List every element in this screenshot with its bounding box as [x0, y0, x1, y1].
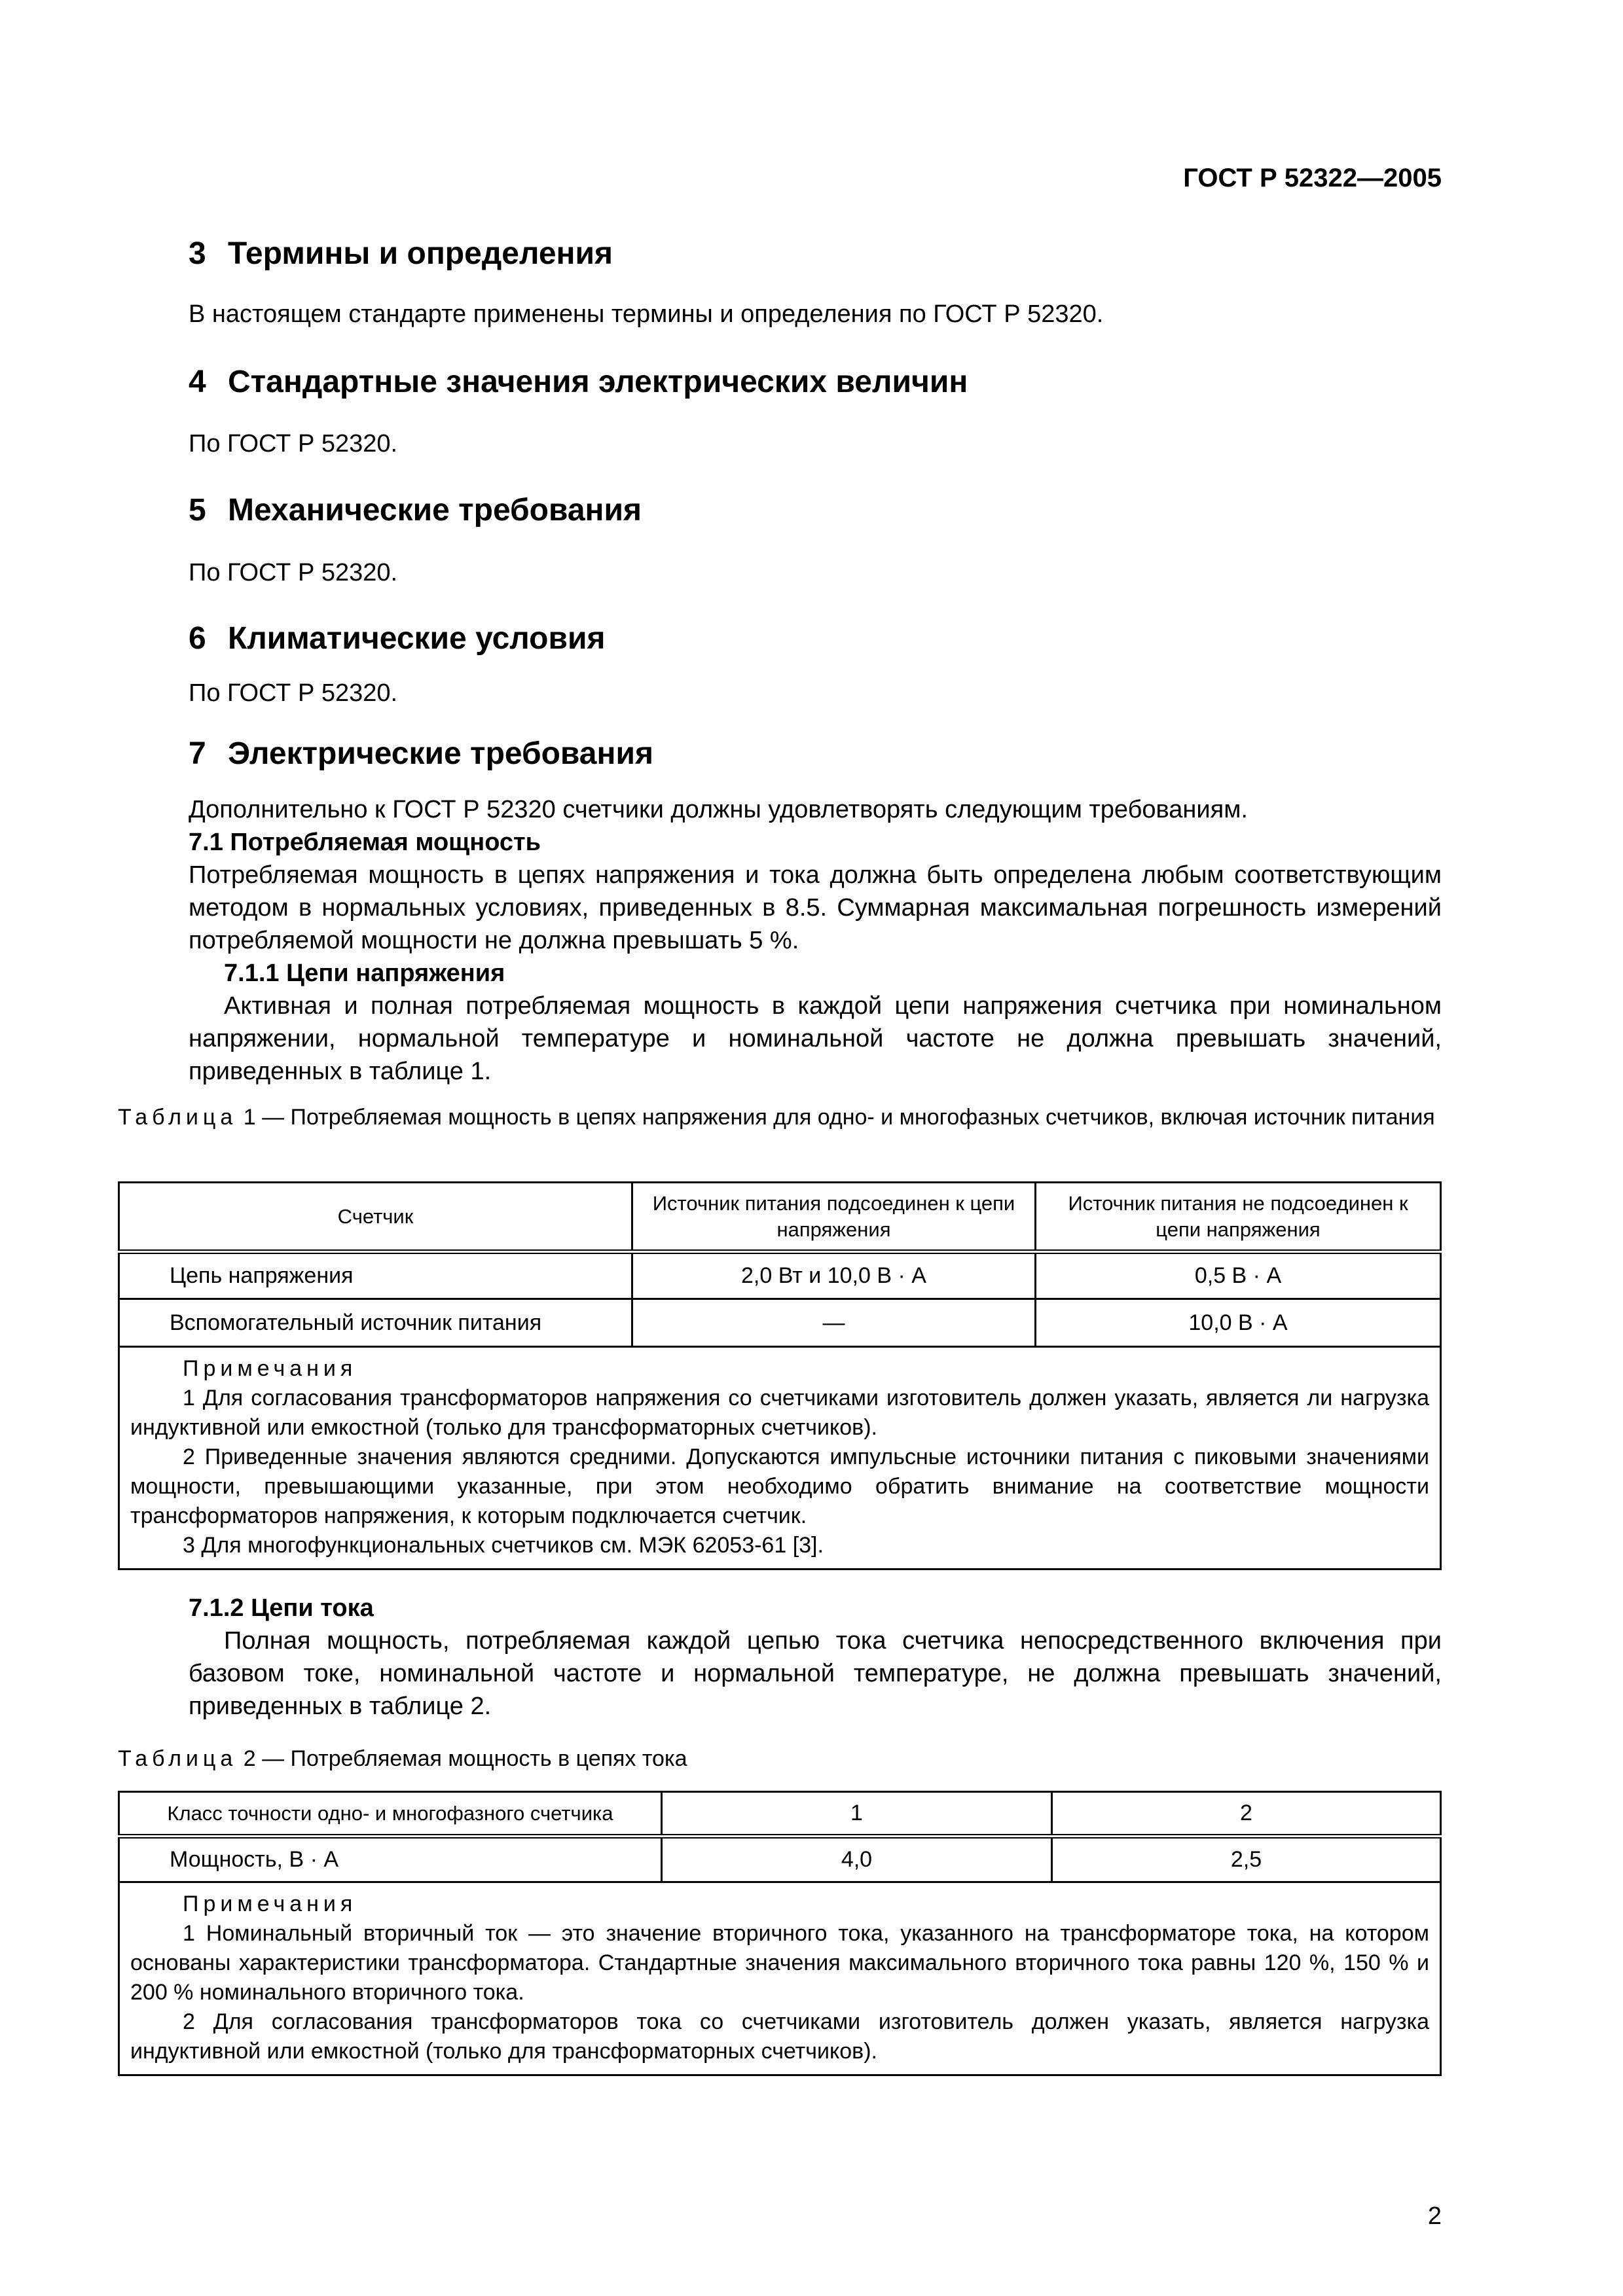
cell: —	[632, 1299, 1035, 1347]
subsection-7-1-1-body: Активная и полная потребляемая мощность в каждой цепи напряжения счетчика при номинальном напряжении, нормальной температуре и номинальной частоте не должна превышать значений, приведенных в таблице 1.	[189, 992, 1442, 1085]
section-title: Электрические требования	[228, 736, 653, 771]
table-header-row	[119, 1183, 1441, 1252]
section-3-body: В настоящем стандарте применены термины и определения по ГОСТ Р 52320.	[189, 300, 1104, 328]
section-number: 3	[189, 236, 206, 271]
section-4-body: По ГОСТ Р 52320.	[189, 430, 398, 457]
section-title: Стандартные значения электрических величин	[228, 365, 968, 399]
caption-label: Таблица	[118, 1105, 238, 1130]
section-title: Климатические условия	[228, 621, 606, 656]
header-cell: Класс точности одно- и многофазного счетчика	[119, 1792, 662, 1837]
subsection-7-1-heading	[189, 826, 1442, 859]
section-6-body: По ГОСТ Р 52320.	[189, 679, 398, 707]
table-row	[119, 1299, 1441, 1347]
section-5-body: По ГОСТ Р 52320.	[189, 559, 398, 586]
cell: 0,5 В · А	[1035, 1252, 1440, 1299]
table-notes	[119, 1347, 1441, 1570]
notes-title: Примечания	[183, 1892, 357, 1916]
note: 3 Для многофункциональных счетчиков см. МЭК 62053-61 [3].	[183, 1533, 824, 1558]
cell: 2,5	[1051, 1837, 1440, 1882]
header-cell: 1	[661, 1792, 1051, 1837]
subsection-7-1-body: Потребляемая мощность в цепях напряжения и тока должна быть определена любым соответствующим методом в нормальных условиях, приведенных в 8.5. Суммарная максимальная погрешность измерений потребляемой мощности не должна превышать 5 %.	[189, 861, 1442, 954]
section-title: Термины и определения	[228, 236, 613, 271]
cell: Мощность, В · А	[119, 1837, 662, 1882]
caption-text: 1 — Потребляемая мощность в цепях напряжения для одно- и многофазных счетчиков, включая источник питания	[237, 1105, 1435, 1130]
section-number: 4	[189, 365, 206, 399]
note: 2 Приведенные значения являются средними. Допускаются импульсные источники питания с пиковыми значениями мощности, превышающими указанные, при этом необходимо обратить внимание на соответствие мощности трансформаторов напряжения, к которым подключается счетчик.	[130, 1444, 1429, 1528]
section-number: 7	[189, 736, 206, 771]
table-row	[119, 1837, 1441, 1882]
section-7-body: Дополнительно к ГОСТ Р 52320 счетчики должны удовлетворять следующим требованиям.	[189, 796, 1248, 823]
section-number: 6	[189, 621, 206, 656]
section-3-heading	[189, 236, 613, 272]
header-cell: Источник питания не подсоединен к цепи напряжения	[1035, 1183, 1440, 1252]
caption-label: Таблица	[118, 1746, 238, 1771]
note: 1 Для согласования трансформаторов напряжения со счетчиками изготовитель должен указать, является ли нагрузка индуктивной или емкостной (только для трансформаторных счетчиков).	[130, 1386, 1429, 1440]
section-number: 5	[189, 493, 206, 528]
header-cell: Счетчик	[119, 1183, 632, 1252]
section-4-heading	[189, 364, 968, 401]
notes-title: Примечания	[183, 1356, 357, 1381]
page-number: 2	[1427, 2202, 1442, 2230]
table-1-caption	[118, 1102, 1442, 1132]
table-1	[118, 1181, 1442, 1570]
section-5-heading	[189, 492, 642, 529]
document-id-header: ГОСТ Р 52322—2005	[1183, 164, 1442, 192]
subsection-7-1-2-body: Полная мощность, потребляемая каждой цепью тока счетчика непосредственного включения при базовом токе, номинальной частоте и нормальной температуре, не должна превышать значений, приведенных в таблице 2.	[189, 1627, 1442, 1720]
section-6-heading	[189, 620, 605, 657]
note: 1 Номинальный вторичный ток — это значение вторичного тока, указанного на трансформаторе тока, на котором основаны характеристики трансформатора. Стандартные значения максимального вторичного тока равны 120 %, 150 % и 200 % номинального вторичного тока.	[130, 1921, 1429, 2005]
table-notes-row	[119, 1882, 1441, 2075]
subsection-title: 7.1 Потребляемая мощность	[189, 829, 541, 856]
table-2-caption	[118, 1744, 1442, 1774]
section-7-content	[189, 793, 1442, 1088]
table-notes-row	[119, 1347, 1441, 1570]
note: 2 Для согласования трансформаторов тока со счетчиками изготовитель должен указать, является нагрузка индуктивной или емкостной (только для трансформаторных счетчиков).	[130, 2009, 1429, 2064]
subsection-7-1-1-heading: 7.1.1 Цепи напряжения	[224, 960, 505, 987]
table-row	[119, 1252, 1441, 1299]
caption-text: 2 — Потребляемая мощность в цепях тока	[237, 1746, 687, 1771]
subsection-7-1-2-heading: 7.1.2 Цепи тока	[189, 1594, 374, 1622]
cell: 2,0 Вт и 10,0 В · А	[632, 1252, 1035, 1299]
header-cell: Источник питания подсоединен к цепи напряжения	[632, 1183, 1035, 1252]
cell: Цепь напряжения	[119, 1252, 632, 1299]
cell: Вспомогательный источник питания	[119, 1299, 632, 1347]
cell: 4,0	[661, 1837, 1051, 1882]
table-2	[118, 1791, 1442, 2076]
cell: 10,0 В · А	[1035, 1299, 1440, 1347]
table-header-row	[119, 1792, 1441, 1837]
header-cell: 2	[1051, 1792, 1440, 1837]
subsection-7-1-2	[189, 1592, 1442, 1723]
section-title: Механические требования	[228, 493, 642, 528]
section-7-heading	[189, 736, 653, 772]
table-notes	[119, 1882, 1441, 2075]
